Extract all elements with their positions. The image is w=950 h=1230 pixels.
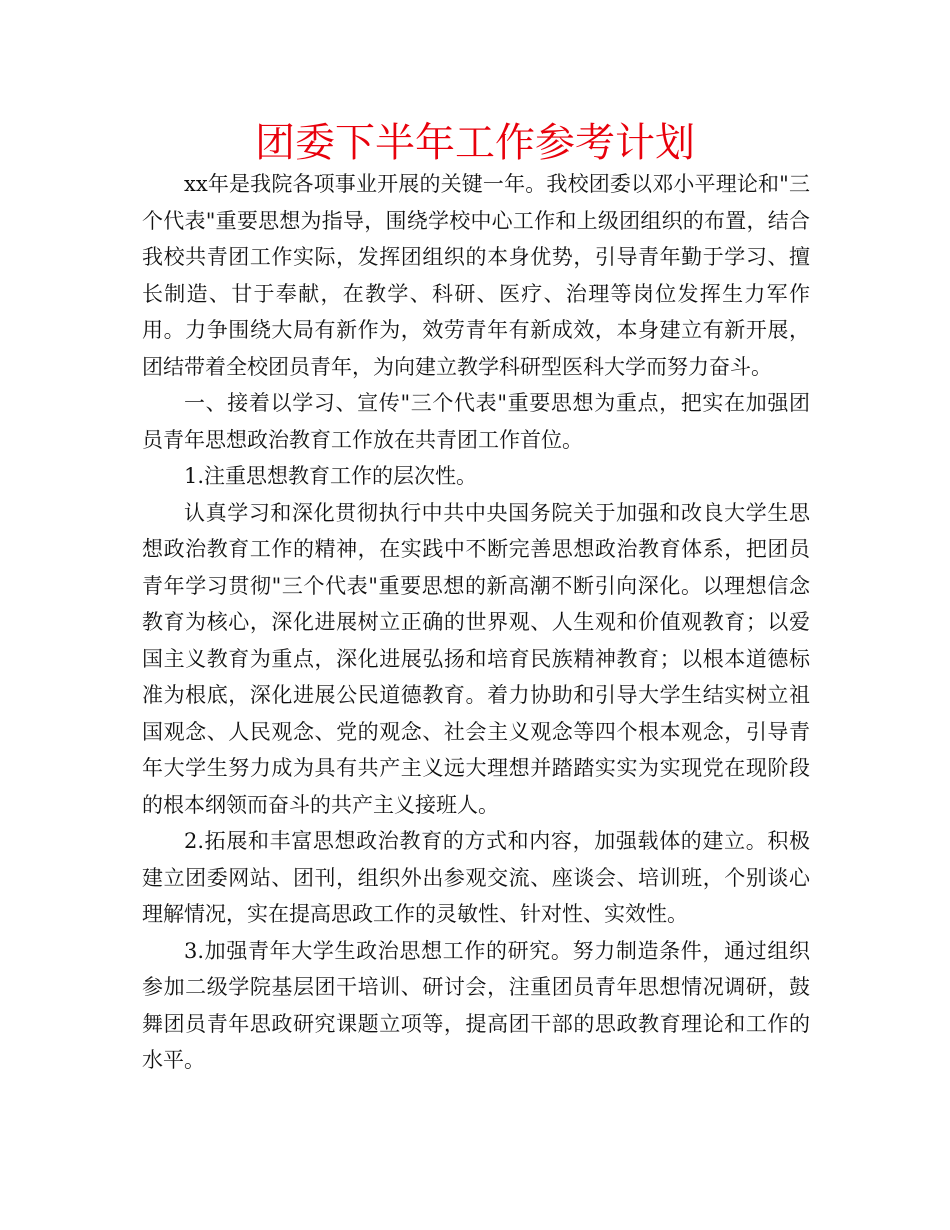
paragraph-item-3: 3.加强青年大学生政治思想工作的研究。努力制造条件，通过组织参加二级学院基层团干培训、研讨会，注重团员青年思想情况调研，鼓舞团员青年思政研究课题立项等，提高团干部的思政教育理论和工作的水平。 bbox=[142, 938, 810, 1072]
paragraph-item-1-heading: 1.注重思想教育工作的层次性。 bbox=[184, 464, 478, 488]
paragraph-item-2: 2.拓展和丰富思想政治教育的方式和内容，加强载体的建立。积极建立团委网站、团刊，组织外出参观交流、座谈会、培训班，个别谈心理解情况，实在提高思政工作的灵敏性、针对性、实效性。 bbox=[142, 829, 810, 926]
paragraph-intro: xx年是我院各项事业开展的关键一年。我校团委以邓小平理论和"三个代表"重要思想为指导，围绕学校中心工作和上级团组织的布置，结合我校共青团工作实际，发挥团组织的本身优势，引导青年勤于学习、擅长制造、甘于奉献，在教学、科研、医疗、治理等岗位发挥生力军作用。力争围绕大局有新作为，效劳青年有新成效，本身建立有新开展，团结带着全校团员青年，为向建立教学科研型医科大学而努力奋斗。 bbox=[142, 172, 810, 379]
document-title: 团委下半年工作参考计划 bbox=[255, 120, 695, 166]
document-body bbox=[142, 166, 810, 1079]
paragraph-item-1-body: 认真学习和深化贯彻执行中共中央国务院关于加强和改良大学生思想政治教育工作的精神，在实践中不断完善思想政治教育体系，把团员青年学习贯彻"三个代表"重要思想的新高潮不断引向深化。以理想信念教育为核心，深化进展树立正确的世界观、人生观和价值观教育；以爱国主义教育为重点，深化进展弘扬和培育民族精神教育；以根本道德标准为根底，深化进展公民道德教育。着力协助和引导大学生结实树立祖国观念、人民观念、党的观念、社会主义观念等四个根本观念，引导青年大学生努力成为具有共产主义远大理想并踏踏实实为实现党在现阶段的根本纲领而奋斗的共产主义接班人。 bbox=[142, 500, 810, 817]
paragraph-section-1-heading: 一、接着以学习、宣传"三个代表"重要思想为重点，把实在加强团员青年思想政治教育工作放在共青团工作首位。 bbox=[142, 391, 810, 452]
